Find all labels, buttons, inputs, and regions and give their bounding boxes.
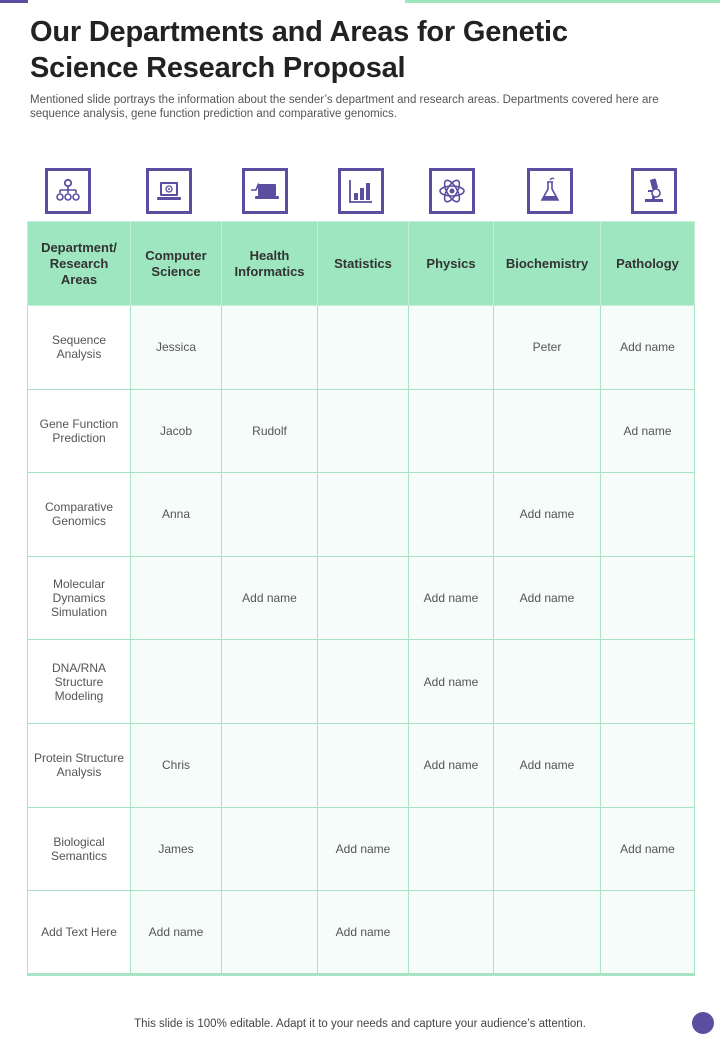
table-row	[28, 473, 695, 557]
table-cell: Add name	[494, 723, 601, 807]
table-cell	[409, 389, 494, 473]
table-cell	[494, 891, 601, 975]
table-cell	[222, 473, 318, 557]
table-cell	[601, 723, 695, 807]
top-accent-bar-green	[405, 0, 720, 3]
row-research-area: Comparative Genomics	[28, 473, 131, 557]
table-cell: Add name	[222, 556, 318, 640]
table-cell	[601, 473, 695, 557]
row-research-area: Protein Structure Analysis	[28, 723, 131, 807]
table-cell	[318, 640, 409, 724]
row-research-area: DNA/RNA Structure Modeling	[28, 640, 131, 724]
table-cell: James	[131, 807, 222, 891]
table-cell	[409, 891, 494, 975]
top-accent-bar-purple	[0, 0, 28, 3]
team-hierarchy-icon	[45, 168, 91, 214]
page-title: Our Departments and Areas for Genetic Science Research Proposal	[30, 16, 568, 84]
row-research-area: Biological Semantics	[28, 807, 131, 891]
table-cell	[409, 807, 494, 891]
header-computer-science: Computer Science	[131, 222, 222, 306]
table-cell	[318, 473, 409, 557]
row-research-area: Add Text Here	[28, 891, 131, 975]
page-indicator-dot	[692, 1012, 714, 1034]
table-cell	[318, 389, 409, 473]
table-row	[28, 807, 695, 891]
table-cell	[601, 640, 695, 724]
table-row	[28, 640, 695, 724]
microscope-icon	[631, 168, 677, 214]
table-row	[28, 891, 695, 975]
table-cell: Add name	[494, 556, 601, 640]
table-cell	[222, 723, 318, 807]
table-cell	[601, 891, 695, 975]
flask-icon	[527, 168, 573, 214]
table-cell: Rudolf	[222, 389, 318, 473]
table-cell	[222, 807, 318, 891]
table-cell: Anna	[131, 473, 222, 557]
table-cell: Add name	[409, 723, 494, 807]
bar-chart-icon	[338, 168, 384, 214]
laptop-atom-icon	[146, 168, 192, 214]
table-cell	[601, 556, 695, 640]
monitor-heartbeat-icon	[242, 168, 288, 214]
table-cell	[131, 640, 222, 724]
page-subtitle: Mentioned slide portrays the information about the sender’s department and research areas. Departments covered here are sequence analysis, gene function prediction and comparative genomics.	[30, 94, 659, 120]
table-cell: Jacob	[131, 389, 222, 473]
table-cell	[494, 640, 601, 724]
table-cell	[409, 306, 494, 390]
table-row	[28, 723, 695, 807]
footer-note: This slide is 100% editable. Adapt it to your needs and capture your audience’s attention.	[134, 1018, 586, 1030]
table-cell	[222, 891, 318, 975]
table-cell: Add name	[601, 306, 695, 390]
department-icons-row	[27, 166, 693, 216]
table-row	[28, 556, 695, 640]
row-research-area: Molecular Dynamics Simulation	[28, 556, 131, 640]
table-cell	[131, 556, 222, 640]
row-research-area: Gene Function Prediction	[28, 389, 131, 473]
table-cell: Chris	[131, 723, 222, 807]
table-cell: Add name	[318, 807, 409, 891]
table-cell: Peter	[494, 306, 601, 390]
table-cell: Ad name	[601, 389, 695, 473]
table-cell	[318, 723, 409, 807]
header-health-informatics: Health Informatics	[222, 222, 318, 306]
table-cell	[318, 306, 409, 390]
table-row	[28, 306, 695, 390]
header-physics: Physics	[409, 222, 494, 306]
table-cell	[409, 473, 494, 557]
table-row	[28, 389, 695, 473]
header-research-areas: Department/ Research Areas	[28, 222, 131, 306]
table-cell: Add name	[494, 473, 601, 557]
table-cell: Add name	[601, 807, 695, 891]
department-research-table	[27, 221, 695, 976]
row-research-area: Sequence Analysis	[28, 306, 131, 390]
table-cell	[494, 389, 601, 473]
table-cell: Jessica	[131, 306, 222, 390]
header-biochemistry: Biochemistry	[494, 222, 601, 306]
header-pathology: Pathology	[601, 222, 695, 306]
table-cell	[222, 640, 318, 724]
atom-icon	[429, 168, 475, 214]
header-statistics: Statistics	[318, 222, 409, 306]
table-cell	[318, 556, 409, 640]
table-cell	[494, 807, 601, 891]
table-cell: Add name	[131, 891, 222, 975]
table-cell: Add name	[409, 640, 494, 724]
table-cell: Add name	[318, 891, 409, 975]
table-cell	[222, 306, 318, 390]
table-cell: Add name	[409, 556, 494, 640]
table-header-row	[28, 222, 695, 306]
